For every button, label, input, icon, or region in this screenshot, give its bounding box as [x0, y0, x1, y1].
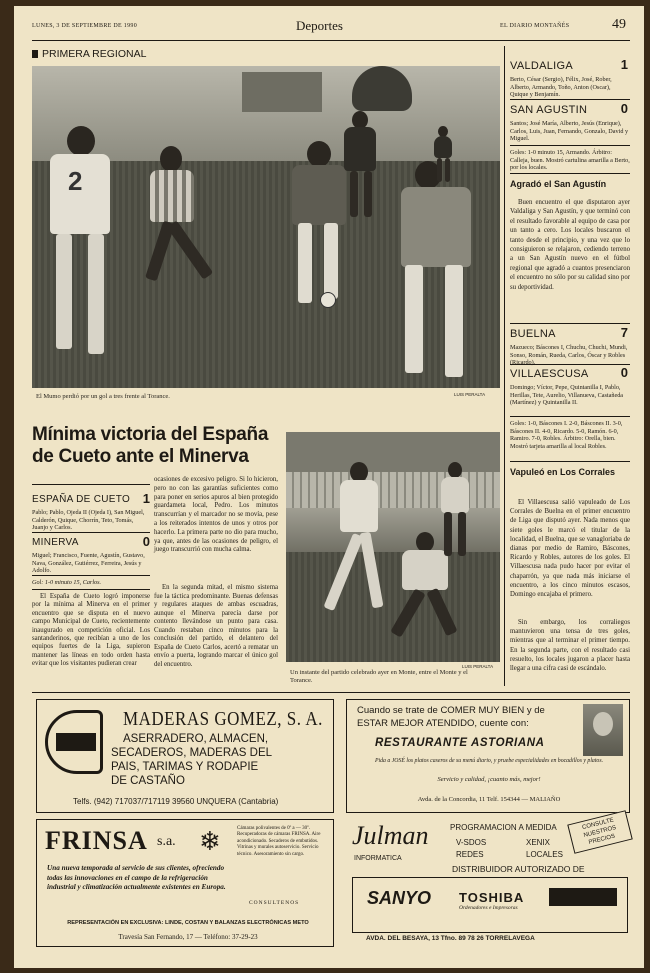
player-figure: [387, 161, 497, 381]
frinsa-right-col: Cámaras polivalentes de 0º a — 30º. Recuperadoras de cámaras FRINSA. Aire acondicionado. Secaderos de embutidos. Vitrinas y murales autoservicio. Servicio técnico. Asesoramiento sin cargo.: [237, 826, 321, 857]
maderas-name: MADERAS GOMEZ, S. A.: [123, 707, 323, 730]
photo1-credit: LUIS PERALTA: [454, 392, 486, 397]
ad-maderas-gomez: [36, 699, 334, 813]
goals-match1: Goles: 1-0 minuto 15, Armando. Árbitro: Calleja, buen. Mostró cartulina amarilla a Berto, por los locales.: [510, 149, 630, 172]
maderas-line1: ASERRADERO, ALMACEN,: [123, 733, 269, 745]
main-col1: El España de Cueto logró imponerse por la mínima al Minerva en el primer encuentro que se disputa en el nuevo campo Municipal de Cueto, recientemente inaugurado en competición oficial. Los santanderinos, que recibían a uno de los equipos fuertes de la Liga, supieron mantener las líneas en todo orden hasta evitar que los visitantes pudieran crear: [32, 593, 150, 668]
story2-body: El Villaescusa salió vapuleado de Los Corrales de Buelna en el primer encuentro de Liga que disputó ayer. Nada menos que siete goles le marcó el titular de la localidad, el Buelna, que se vanagloriaba de dianas por medio de Ramiro, Báscones, Ricardo y Robles, autores de los goles. El Villaescusa nada pudo hacer por evitar el chaparrón, ya que nada más iniciarse el encuentro, a los cinco minutos escasos, Domingo encajaba el primero.: [510, 499, 630, 599]
main-headline: Mínima victoria del España de Cueto ante el Minerva: [32, 424, 269, 467]
photo2-caption: Un instante del partido celebrado ayer en Monte, entre el Monte y el Torance.: [290, 669, 468, 684]
julman-distrib: DISTRIBUIDOR AUTORIZADO DE: [452, 864, 585, 874]
lineup-valdaliga: Berto, César (Sergio), Félix, José, Rober, Alberto, Armando, Toño, Anton (Oscar), Quique y Benjamín.: [510, 76, 612, 99]
score-valdaliga: 1: [620, 57, 628, 72]
team-espana-cueto: ESPAÑA DE CUETO: [32, 494, 131, 505]
snowflake-icon: ❄: [199, 826, 221, 856]
frinsa-suffix: s.a.: [157, 834, 176, 849]
julman-brands-box: [352, 877, 628, 933]
frinsa-tagline: Una nueva temporada al servicio de sus clientes, ofreciendo todas las innovaciones en el campo de la refrigeración industrial y climatización actualmente existentes en Europa.: [47, 864, 226, 891]
divider: [510, 364, 630, 365]
astoriana-slogan: Servicio y calidad, ¡cuanto más, mejor!: [437, 776, 541, 783]
football: [320, 292, 336, 308]
header-section: Deportes: [296, 18, 343, 33]
header-paper: EL DIARIO MONTAÑÉS: [500, 23, 570, 29]
astoriana-line2: ESTAR MEJOR ATENDIDO, cuente con:: [357, 718, 529, 729]
maderas-contact: Telfs. (942) 717037/717119 39560 UNQUERA (Cantabria): [73, 797, 279, 806]
score-san-agustin: 0: [620, 101, 628, 116]
header-date: LUNES, 3 DE SEPTIEMBRE DE 1990: [32, 23, 137, 29]
astoriana-name: RESTAURANTE ASTORIANA: [375, 737, 545, 749]
julman-stamp: CONSULTE NUESTROS PRECIOS: [567, 810, 632, 854]
maderas-line3: PAIS, TARIMAS Y RODAPIE: [111, 761, 259, 773]
team-villaescusa: VILLAESCUSA: [510, 368, 589, 380]
maderas-line4: DE CASTAÑO: [111, 775, 185, 787]
ads-top-rule: [32, 692, 630, 693]
story1-headline: Agradó el San Agustín: [510, 179, 607, 189]
player-figure: [436, 462, 476, 562]
player-figure: [432, 126, 456, 186]
score-espana-cueto: 1: [142, 491, 150, 506]
lineup-san-agustin: Santos; José María, Alberto, Jesús (Enrique), Carlos, Luis, Juan, Fernando, Gonzalo, David y Miguel.: [510, 120, 629, 143]
match-photo-valdaliga: [32, 66, 500, 388]
match-photo-monte: [286, 432, 500, 662]
julman-name: Julman: [352, 821, 429, 850]
divider: [32, 589, 150, 590]
distributor-logo: [549, 888, 617, 906]
chef-portrait: [583, 704, 623, 756]
frinsa-address: Travesía San Fernando, 17 — Teléfono: 37-29-23: [118, 933, 258, 941]
lineup-espana-cueto: Pablo; Pablo, Ojeda II (Ojeda I), San Miguel, Calderón, Quique, Chorrín, Teto, Tomás, Juanjo y Carlos.: [32, 509, 145, 532]
frinsa-name: FRINSA: [45, 826, 148, 855]
header-rule: [32, 40, 630, 41]
ad-frinsa: [36, 819, 334, 947]
lineup-villaescusa: Domingo; Víctor, Pepe, Quintanilla I, Pablo, Herillas, Tete, Aurelio, Villanueva, Castañeda (Martínez) y Quintanilla II.: [510, 384, 624, 407]
lineup-buelna: Mazueco; Báscones I, Chuchu, Chuchi, Mundi, Sonso, Román, Rueda, Carlos, Óscar y Robles (Ricardo).: [510, 344, 628, 367]
divider: [510, 416, 630, 417]
divider: [510, 173, 630, 174]
brand-toshiba-sub: Ordenadores e Impresoras: [459, 905, 518, 911]
divider: [510, 461, 630, 462]
maderas-logo: [45, 710, 103, 774]
ad-restaurante-astoriana: [346, 699, 630, 813]
team-san-agustin: SAN AGUSTIN: [510, 104, 588, 116]
player-figure: [342, 111, 382, 221]
player-figure: 2: [42, 126, 122, 366]
goals-main: Gol: 1-0 minuto 15, Carlos.: [32, 579, 102, 586]
team-buelna: BUELNA: [510, 328, 556, 340]
frinsa-right-title: CONSULTENOS: [249, 900, 300, 906]
divider: [510, 145, 630, 146]
divider: [32, 575, 150, 576]
sidebar-divider: [504, 46, 505, 686]
astoriana-line1: Cuando se trate de COMER MUY BIEN y de: [357, 705, 545, 716]
story2-headline: Vapuleó en Los Corrales: [510, 467, 616, 477]
story2-body2: Sin embargo, los corraliegos mantuvieron una tensa de tres goles, mientras que al terminar el primer tiempo. En la segunda parte, con el resultado casi resuelto, los locales jugaron a placer hasta llegar a una cifra casi de escándalo.: [510, 619, 630, 673]
newspaper-page: [14, 6, 644, 968]
main-col2b: En la segunda mitad, el mismo sistema fue la táctica predominante. Buenas defensas y regulares ataques de ambas escuadras, aunque el Minerva parecía darse por contento llevándose un punto para casa. Cuando restaban cinco minutos para la conclusión del partido, el delantero del España de Cueto Carlos, acertó a rematar un envío a puerta, logrando marcar el único gol del encuentro.: [154, 584, 278, 668]
julman-item-3: REDES: [456, 850, 484, 859]
photo2-credit: LUIS PERALTA: [462, 664, 494, 669]
score-buelna: 7: [620, 325, 628, 340]
julman-item-1: V-SDOS: [456, 838, 487, 847]
julman-promo: PROGRAMACION A MEDIDA: [450, 823, 557, 832]
story1-body: Buen encuentro el que disputaron ayer Valdaliga y San Agustín, y que terminó con el resultado favorable al equipo de casa por un tanto a cero. Los locales buscaron el tanto desde el principio, y una vez que lo consiguieron se relajaron, cediendo terreno a un San Agustín nuevo en el fútbol regional que agradó a cuantos presenciaron el encuentro no sólo por su calidad sino por su deportividad.: [510, 199, 630, 291]
brand-sanyo: SANYO: [367, 888, 432, 908]
score-minerva: 0: [142, 534, 150, 549]
julman-item-2: XENIX: [526, 838, 551, 847]
team-valdaliga: VALDALIGA: [510, 60, 574, 72]
frinsa-rep: REPRESENTACIÓN EN EXCLUSIVA: LINDE, COSTAN Y BALANZAS ELECTRÓNICAS METO: [67, 920, 309, 926]
divider: [32, 532, 150, 533]
julman-address: AVDA. DEL BESAYA, 13 Tfno. 89 78 26 TORRELAVEGA: [366, 935, 535, 942]
section-label: PRIMERA REGIONAL: [42, 48, 147, 60]
page-number: 49: [612, 17, 626, 32]
goals-match2: Goles: 1-0, Báscones I. 2-0, Báscones II. 3-0, Báscones II. 4-0, Ricardo. 5-0, Ramón. 6-0, Ramiro. 7-0, Robles. Árbitro: Orella, bien. Mostró tarjeta amarilla al local Robles.: [510, 420, 623, 450]
julman-item-4: LOCALES: [526, 850, 563, 859]
julman-sub: INFORMATICA: [354, 855, 402, 862]
player-figure: [142, 146, 242, 296]
photo1-caption: El Mumo perdió por un gol a tres frente al Torance.: [36, 393, 170, 400]
astoriana-address: Avda. de la Concordia, 11 Telf. 154344 — MALIAÑO: [417, 796, 561, 803]
photo-building: [242, 72, 322, 112]
score-villaescusa: 0: [620, 365, 628, 380]
ad-julman: [346, 819, 630, 947]
lineup-minerva: Miguel; Francisco, Fuente, Agustín, Gustavo, Nava, González, Gutiérrez, Ferreira, Jesús y Adolfo.: [32, 552, 145, 575]
divider: [510, 323, 630, 324]
team-minerva: MINERVA: [32, 537, 79, 548]
divider: [32, 484, 150, 485]
astoriana-promo: Pida a JOSÉ los platos caseros de su menú diario, y pruebe especialidades en bocadillos y platos.: [374, 758, 604, 764]
divider: [510, 99, 630, 100]
brand-toshiba: TOSHIBA: [459, 890, 525, 905]
maderas-line2: SECADEROS, MADERAS DEL: [111, 747, 273, 759]
main-col2a: ocasiones de excesivo peligro. Si lo hicieron, pero no con las garantías suficientes como para poner en serios apuros al bien protegido guardameta local, Pedro. Los minutos transcurrían y el marcador no se movía, pese a los reiterados intentos de unos y otros por hacerlo. La primera parte no dio para mucho, ya que, antes de las ocasiones de peligro, el juego transcurrió con mucha calma.: [154, 476, 278, 554]
section-bullet: [32, 50, 38, 58]
